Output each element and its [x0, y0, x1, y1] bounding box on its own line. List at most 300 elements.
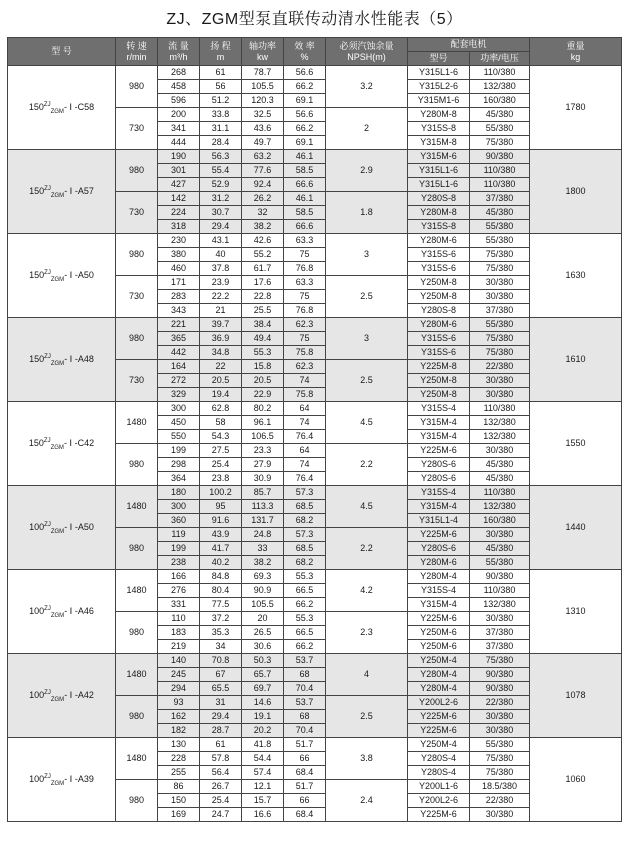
weight-cell: 1060 — [530, 738, 622, 822]
shaft-power-cell: 80.2 — [242, 402, 284, 416]
shaft-power-cell: 20 — [242, 612, 284, 626]
motor-model-cell: Y315S-8 — [408, 220, 470, 234]
flow-cell: 140 — [158, 654, 200, 668]
efficiency-cell: 46.1 — [284, 150, 326, 164]
npsh-cell: 3.8 — [326, 738, 408, 780]
speed-cell: 730 — [116, 360, 158, 402]
motor-model-cell: Y315L1-6 — [408, 66, 470, 80]
npsh-cell: 2.5 — [326, 276, 408, 318]
shaft-power-cell: 38.4 — [242, 318, 284, 332]
head-cell: 51.2 — [200, 94, 242, 108]
motor-model-cell: Y280M-8 — [408, 108, 470, 122]
efficiency-cell: 68 — [284, 668, 326, 682]
head-cell: 100.2 — [200, 486, 242, 500]
shaft-power-cell: 69.3 — [242, 570, 284, 584]
npsh-cell: 3 — [326, 318, 408, 360]
efficiency-cell: 68.4 — [284, 766, 326, 780]
efficiency-cell: 63.3 — [284, 234, 326, 248]
head-cell: 56 — [200, 80, 242, 94]
shaft-power-cell: 77.6 — [242, 164, 284, 178]
model-cell — [8, 486, 116, 570]
head-cell: 80.4 — [200, 584, 242, 598]
flow-cell: 365 — [158, 332, 200, 346]
efficiency-cell: 63.3 — [284, 276, 326, 290]
flow-cell: 199 — [158, 444, 200, 458]
model-cell — [8, 150, 116, 234]
motor-power-cell: 75/380 — [470, 766, 530, 780]
flow-cell: 93 — [158, 696, 200, 710]
head-cell: 39.7 — [200, 318, 242, 332]
flow-cell: 343 — [158, 304, 200, 318]
motor-power-cell: 55/380 — [470, 556, 530, 570]
head-cell: 35.3 — [200, 626, 242, 640]
model-cell — [8, 66, 116, 150]
npsh-cell: 4.5 — [326, 402, 408, 444]
head-cell: 43.9 — [200, 528, 242, 542]
shaft-power-cell: 22.9 — [242, 388, 284, 402]
motor-power-cell: 55/380 — [470, 318, 530, 332]
flow-cell: 298 — [158, 458, 200, 472]
efficiency-cell: 66 — [284, 752, 326, 766]
motor-power-cell: 30/380 — [470, 724, 530, 738]
model-cell — [8, 738, 116, 822]
motor-power-cell: 37/380 — [470, 192, 530, 206]
flow-cell: 171 — [158, 276, 200, 290]
shaft-power-cell: 55.3 — [242, 346, 284, 360]
motor-power-cell: 75/380 — [470, 136, 530, 150]
table-header — [8, 38, 622, 66]
npsh-cell: 2.9 — [326, 150, 408, 192]
efficiency-cell: 69.1 — [284, 136, 326, 150]
motor-power-cell: 160/380 — [470, 514, 530, 528]
motor-power-cell: 75/380 — [470, 248, 530, 262]
motor-model-cell: Y200L1-6 — [408, 780, 470, 794]
motor-model-cell: Y225M-6 — [408, 612, 470, 626]
model-suffix: - Ⅰ -A42 — [64, 690, 94, 700]
model-sup: ZJ — [44, 522, 51, 528]
shaft-power-cell: 85.7 — [242, 486, 284, 500]
speed-cell: 1480 — [116, 654, 158, 696]
model-sub: ZGM — [50, 108, 64, 115]
motor-power-cell: 132/380 — [470, 416, 530, 430]
motor-power-cell: 90/380 — [470, 668, 530, 682]
model-prefix: 150 — [29, 270, 45, 280]
shaft-power-cell: 22.8 — [242, 290, 284, 304]
model-sub: ZGM — [50, 276, 65, 283]
flow-cell: 268 — [158, 66, 200, 80]
motor-model-cell: Y315L1-6 — [408, 178, 470, 192]
shaft-power-cell: 49.7 — [242, 136, 284, 150]
efficiency-cell: 66.2 — [284, 598, 326, 612]
head-cell: 62.8 — [200, 402, 242, 416]
model-cell — [8, 234, 116, 318]
flow-cell: 224 — [158, 206, 200, 220]
flow-cell: 458 — [158, 80, 200, 94]
flow-cell: 341 — [158, 122, 200, 136]
head-cell: 20.5 — [200, 374, 242, 388]
npsh-cell: 2.4 — [326, 780, 408, 822]
table-row — [8, 570, 622, 584]
model-prefix: 100 — [29, 774, 45, 784]
efficiency-cell: 66.2 — [284, 80, 326, 94]
head-cell: 67 — [200, 668, 242, 682]
npsh-cell: 2.3 — [326, 612, 408, 654]
model-sub: ZGM — [50, 612, 65, 619]
shaft-power-cell: 32 — [242, 206, 284, 220]
efficiency-cell: 58.5 — [284, 164, 326, 178]
motor-power-cell: 90/380 — [470, 150, 530, 164]
motor-power-cell: 30/380 — [470, 276, 530, 290]
motor-power-cell: 110/380 — [470, 66, 530, 80]
model-prefix: 100 — [29, 606, 45, 616]
model-suffix: - Ⅰ -A57 — [64, 186, 94, 196]
shaft-power-cell: 25.5 — [242, 304, 284, 318]
shaft-power-cell: 27.9 — [242, 458, 284, 472]
efficiency-cell: 75 — [284, 290, 326, 304]
head-cell: 27.5 — [200, 444, 242, 458]
head-cell: 23.9 — [200, 276, 242, 290]
shaft-power-cell: 65.7 — [242, 668, 284, 682]
speed-cell: 980 — [116, 234, 158, 276]
shaft-power-cell: 17.6 — [242, 276, 284, 290]
table-row — [8, 402, 622, 416]
model-suffix: - Ⅰ -C58 — [63, 102, 95, 112]
page-title: ZJ、ZGM型泵直联传动清水性能表（5） — [166, 11, 463, 28]
efficiency-cell: 53.7 — [284, 654, 326, 668]
motor-power-cell: 45/380 — [470, 206, 530, 220]
motor-model-cell: Y315L1-6 — [408, 164, 470, 178]
efficiency-cell: 64 — [284, 402, 326, 416]
head-cell: 65.5 — [200, 682, 242, 696]
npsh-cell: 4 — [326, 654, 408, 696]
npsh-cell: 1.8 — [326, 192, 408, 234]
efficiency-cell: 75 — [284, 248, 326, 262]
motor-power-cell: 55/380 — [470, 234, 530, 248]
model-sup: ZJ — [44, 186, 51, 192]
efficiency-cell: 68.5 — [284, 500, 326, 514]
npsh-cell: 2 — [326, 108, 408, 150]
head-cell: 52.9 — [200, 178, 242, 192]
shaft-power-cell: 50.3 — [242, 654, 284, 668]
header-motor-power: 功率/电压 — [470, 52, 530, 66]
motor-power-cell: 45/380 — [470, 542, 530, 556]
shaft-power-cell: 30.9 — [242, 472, 284, 486]
shaft-power-cell: 54.4 — [242, 752, 284, 766]
head-cell: 29.4 — [200, 710, 242, 724]
flow-cell: 221 — [158, 318, 200, 332]
model-sup: ZJ — [44, 606, 51, 612]
weight-cell: 1610 — [530, 318, 622, 402]
motor-power-cell: 75/380 — [470, 262, 530, 276]
efficiency-cell: 76.4 — [284, 472, 326, 486]
model-sup: ZJ — [44, 690, 51, 696]
model-suffix: - Ⅰ -A50 — [64, 522, 94, 532]
shaft-power-cell: 69.7 — [242, 682, 284, 696]
efficiency-cell: 46.1 — [284, 192, 326, 206]
weight-cell: 1310 — [530, 570, 622, 654]
flow-cell: 318 — [158, 220, 200, 234]
speed-cell: 980 — [116, 780, 158, 822]
speed-cell: 980 — [116, 528, 158, 570]
shaft-power-cell: 26.2 — [242, 192, 284, 206]
flow-cell: 238 — [158, 556, 200, 570]
efficiency-cell: 66.5 — [284, 584, 326, 598]
efficiency-cell: 68.4 — [284, 808, 326, 822]
model-suffix: - Ⅰ -A48 — [64, 354, 94, 364]
flow-cell: 169 — [158, 808, 200, 822]
efficiency-cell: 55.3 — [284, 570, 326, 584]
model-cell — [8, 570, 116, 654]
efficiency-cell: 64 — [284, 444, 326, 458]
speed-cell: 1480 — [116, 402, 158, 444]
motor-model-cell: Y280M-6 — [408, 318, 470, 332]
motor-model-cell: Y315L2-6 — [408, 80, 470, 94]
motor-model-cell: Y280S-6 — [408, 472, 470, 486]
efficiency-cell: 58.5 — [284, 206, 326, 220]
speed-cell: 980 — [116, 66, 158, 108]
motor-model-cell: Y250M-8 — [408, 374, 470, 388]
table-row — [8, 234, 622, 248]
efficiency-cell: 56.6 — [284, 108, 326, 122]
weight-cell: 1800 — [530, 150, 622, 234]
speed-cell: 980 — [116, 444, 158, 486]
model-sub: ZGM — [50, 528, 65, 535]
efficiency-cell: 55.3 — [284, 612, 326, 626]
shaft-power-cell: 43.6 — [242, 122, 284, 136]
motor-power-cell: 75/380 — [470, 332, 530, 346]
motor-model-cell: Y280S-8 — [408, 304, 470, 318]
head-cell: 34.8 — [200, 346, 242, 360]
motor-model-cell: Y280S-8 — [408, 192, 470, 206]
model-suffix: - Ⅰ -A46 — [64, 606, 94, 616]
speed-cell: 980 — [116, 612, 158, 654]
head-cell: 26.7 — [200, 780, 242, 794]
efficiency-cell: 62.3 — [284, 318, 326, 332]
head-cell: 54.3 — [200, 430, 242, 444]
table-row — [8, 150, 622, 164]
motor-power-cell: 30/380 — [470, 612, 530, 626]
flow-cell: 450 — [158, 416, 200, 430]
model-suffix: - Ⅰ -A39 — [64, 774, 94, 784]
motor-power-cell: 30/380 — [470, 388, 530, 402]
motor-model-cell: Y280S-4 — [408, 752, 470, 766]
head-cell: 56.3 — [200, 150, 242, 164]
flow-cell: 276 — [158, 584, 200, 598]
motor-model-cell: Y315S-6 — [408, 248, 470, 262]
flow-cell: 272 — [158, 374, 200, 388]
npsh-cell: 3 — [326, 234, 408, 276]
head-cell: 57.8 — [200, 752, 242, 766]
motor-power-cell: 45/380 — [470, 108, 530, 122]
motor-model-cell: Y225M-6 — [408, 710, 470, 724]
motor-power-cell: 30/380 — [470, 808, 530, 822]
flow-cell: 360 — [158, 514, 200, 528]
flow-cell: 199 — [158, 542, 200, 556]
shaft-power-cell: 23.3 — [242, 444, 284, 458]
motor-model-cell: Y280S-4 — [408, 766, 470, 780]
flow-cell: 460 — [158, 262, 200, 276]
head-cell: 22 — [200, 360, 242, 374]
efficiency-cell: 76.8 — [284, 304, 326, 318]
model-cell — [8, 318, 116, 402]
head-cell: 84.8 — [200, 570, 242, 584]
head-cell: 56.4 — [200, 766, 242, 780]
motor-power-cell: 75/380 — [470, 752, 530, 766]
head-cell: 61 — [200, 66, 242, 80]
weight-cell: 1780 — [530, 66, 622, 150]
shaft-power-cell: 38.2 — [242, 556, 284, 570]
flow-cell: 255 — [158, 766, 200, 780]
header-shaft-power: 轴功率 kw — [242, 38, 284, 66]
efficiency-cell: 75.8 — [284, 388, 326, 402]
shaft-power-cell: 15.8 — [242, 360, 284, 374]
head-cell: 31.1 — [200, 122, 242, 136]
motor-model-cell: Y250M-6 — [408, 626, 470, 640]
head-cell: 28.4 — [200, 136, 242, 150]
shaft-power-cell: 33 — [242, 542, 284, 556]
efficiency-cell: 75.8 — [284, 346, 326, 360]
speed-cell: 980 — [116, 318, 158, 360]
efficiency-cell: 56.6 — [284, 66, 326, 80]
flow-cell: 228 — [158, 752, 200, 766]
speed-cell: 730 — [116, 192, 158, 234]
motor-model-cell: Y250M-6 — [408, 640, 470, 654]
motor-power-cell: 30/380 — [470, 374, 530, 388]
flow-cell: 150 — [158, 794, 200, 808]
motor-model-cell: Y250M-8 — [408, 290, 470, 304]
motor-power-cell: 110/380 — [470, 178, 530, 192]
shaft-power-cell: 14.6 — [242, 696, 284, 710]
efficiency-cell: 66.6 — [284, 178, 326, 192]
model-cell — [8, 402, 116, 486]
efficiency-cell: 51.7 — [284, 738, 326, 752]
head-cell: 33.8 — [200, 108, 242, 122]
flow-cell: 190 — [158, 150, 200, 164]
efficiency-cell: 66.2 — [284, 640, 326, 654]
flow-cell: 162 — [158, 710, 200, 724]
motor-model-cell: Y315S-6 — [408, 262, 470, 276]
efficiency-cell: 66.2 — [284, 122, 326, 136]
flow-cell: 182 — [158, 724, 200, 738]
flow-cell: 301 — [158, 164, 200, 178]
motor-model-cell: Y225M-6 — [408, 528, 470, 542]
flow-cell: 427 — [158, 178, 200, 192]
efficiency-cell: 76.4 — [284, 430, 326, 444]
shaft-power-cell: 20.5 — [242, 374, 284, 388]
shaft-power-cell: 12.1 — [242, 780, 284, 794]
speed-cell: 980 — [116, 696, 158, 738]
motor-power-cell: 22/380 — [470, 360, 530, 374]
head-cell: 40 — [200, 248, 242, 262]
shaft-power-cell: 105.5 — [242, 598, 284, 612]
motor-power-cell: 160/380 — [470, 94, 530, 108]
flow-cell: 442 — [158, 346, 200, 360]
performance-table — [7, 37, 622, 822]
efficiency-cell: 53.7 — [284, 696, 326, 710]
motor-model-cell: Y315S-4 — [408, 584, 470, 598]
motor-model-cell: Y315L1-4 — [408, 514, 470, 528]
shaft-power-cell: 15.7 — [242, 794, 284, 808]
flow-cell: 166 — [158, 570, 200, 584]
motor-model-cell: Y225M-6 — [408, 444, 470, 458]
head-cell: 36.9 — [200, 332, 242, 346]
motor-power-cell: 110/380 — [470, 584, 530, 598]
motor-model-cell: Y315M-6 — [408, 150, 470, 164]
shaft-power-cell: 120.3 — [242, 94, 284, 108]
motor-power-cell: 37/380 — [470, 304, 530, 318]
efficiency-cell: 69.1 — [284, 94, 326, 108]
shaft-power-cell: 78.7 — [242, 66, 284, 80]
flow-cell: 444 — [158, 136, 200, 150]
head-cell: 95 — [200, 500, 242, 514]
flow-cell: 331 — [158, 598, 200, 612]
shaft-power-cell: 113.3 — [242, 500, 284, 514]
motor-power-cell: 45/380 — [470, 458, 530, 472]
head-cell: 91.6 — [200, 514, 242, 528]
model-prefix: 150 — [28, 438, 44, 448]
motor-model-cell: Y200L2-6 — [408, 794, 470, 808]
efficiency-cell: 66.5 — [284, 626, 326, 640]
model-sub: ZGM — [50, 780, 65, 787]
header-npsh: 必须汽蚀余量 NPSH(m) — [326, 38, 408, 66]
motor-model-cell: Y315S-6 — [408, 346, 470, 360]
motor-model-cell: Y250M-4 — [408, 654, 470, 668]
npsh-cell: 2.5 — [326, 696, 408, 738]
model-prefix: 150 — [28, 102, 44, 112]
npsh-cell: 3.2 — [326, 66, 408, 108]
head-cell: 24.7 — [200, 808, 242, 822]
shaft-power-cell: 49.4 — [242, 332, 284, 346]
header-speed: 转 速 r/min — [116, 38, 158, 66]
flow-cell: 200 — [158, 108, 200, 122]
model-sub: ZGM — [50, 696, 65, 703]
motor-power-cell: 110/380 — [470, 486, 530, 500]
speed-cell: 1480 — [116, 738, 158, 780]
motor-model-cell: Y280M-6 — [408, 556, 470, 570]
shaft-power-cell: 19.1 — [242, 710, 284, 724]
weight-cell: 1630 — [530, 234, 622, 318]
motor-model-cell: Y315M-4 — [408, 430, 470, 444]
motor-power-cell: 30/380 — [470, 710, 530, 724]
shaft-power-cell: 26.5 — [242, 626, 284, 640]
head-cell: 22.2 — [200, 290, 242, 304]
flow-cell: 86 — [158, 780, 200, 794]
motor-power-cell: 75/380 — [470, 346, 530, 360]
motor-model-cell: Y280M-8 — [408, 206, 470, 220]
motor-model-cell: Y280M-4 — [408, 668, 470, 682]
model-sup: ZJ — [43, 102, 51, 108]
motor-model-cell: Y280M-4 — [408, 682, 470, 696]
efficiency-cell: 74 — [284, 458, 326, 472]
head-cell: 30.7 — [200, 206, 242, 220]
motor-power-cell: 75/380 — [470, 654, 530, 668]
motor-model-cell: Y315M-4 — [408, 500, 470, 514]
motor-power-cell: 22/380 — [470, 794, 530, 808]
model-sub: ZGM — [50, 360, 65, 367]
header-efficiency: 效 率 % — [284, 38, 326, 66]
npsh-cell: 4.5 — [326, 486, 408, 528]
motor-model-cell: Y315S-6 — [408, 332, 470, 346]
flow-cell: 596 — [158, 94, 200, 108]
header-motor-group: 配套电机 — [408, 38, 530, 52]
motor-model-cell: Y280M-6 — [408, 234, 470, 248]
shaft-power-cell: 20.2 — [242, 724, 284, 738]
head-cell: 70.8 — [200, 654, 242, 668]
head-cell: 43.1 — [200, 234, 242, 248]
model-cell — [8, 654, 116, 738]
shaft-power-cell: 16.6 — [242, 808, 284, 822]
motor-power-cell: 45/380 — [470, 472, 530, 486]
